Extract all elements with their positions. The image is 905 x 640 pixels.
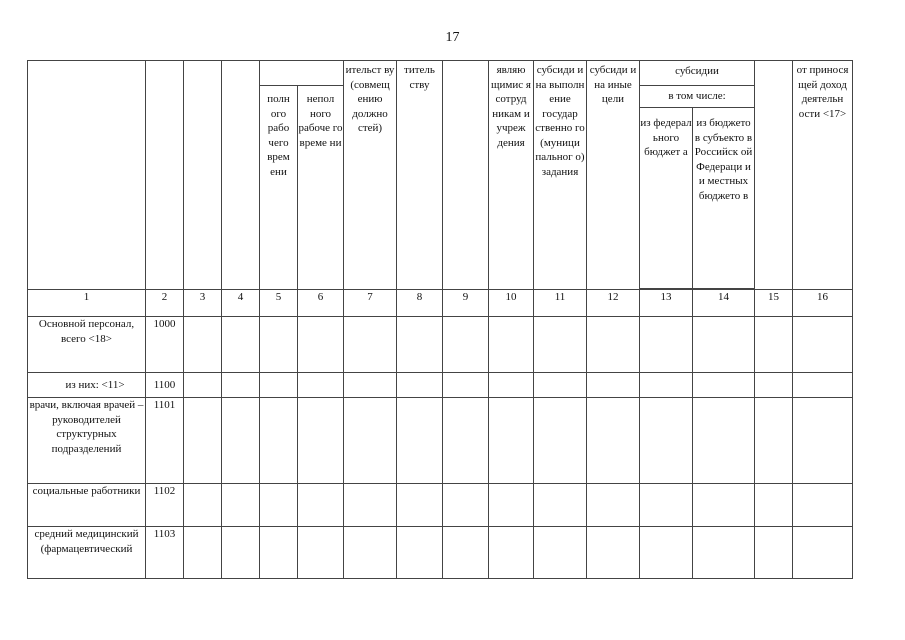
table-row — [28, 373, 853, 398]
header-group-subsidies: субсидии — [640, 61, 755, 86]
page-number: 17 — [445, 30, 460, 45]
data-cell[interactable] — [397, 484, 443, 527]
data-cell[interactable] — [693, 398, 755, 484]
data-cell[interactable] — [693, 527, 755, 579]
data-cell[interactable] — [397, 527, 443, 579]
data-cell[interactable] — [489, 317, 534, 373]
header-col8: титель ству — [397, 61, 443, 290]
header-cell-col3 — [184, 61, 222, 290]
data-cell[interactable] — [298, 398, 344, 484]
column-number: 16 — [793, 290, 853, 317]
data-cell[interactable] — [693, 373, 755, 398]
data-cell[interactable] — [587, 317, 640, 373]
data-cell[interactable] — [344, 527, 397, 579]
header-col11: субсиди и на выполн ение государ ственно го (муници пальног о) задания — [534, 61, 587, 290]
data-cell[interactable] — [344, 373, 397, 398]
header-cell-col15 — [755, 61, 793, 290]
header-col6: непол ного рабоче го време ни — [298, 86, 344, 290]
column-number: 5 — [260, 290, 298, 317]
data-cell[interactable] — [755, 527, 793, 579]
row-label: врачи, включая врачей – руководителей структурных подразделений — [28, 398, 146, 484]
data-cell[interactable] — [489, 484, 534, 527]
data-cell[interactable] — [489, 373, 534, 398]
header-subgroup-including: в том числе: — [640, 86, 755, 108]
data-cell[interactable] — [222, 484, 260, 527]
data-cell[interactable] — [443, 484, 489, 527]
column-number: 7 — [344, 290, 397, 317]
row-label: Основной персонал, всего <18> — [28, 317, 146, 373]
header-cell-col1 — [28, 61, 146, 290]
data-cell[interactable] — [260, 398, 298, 484]
column-number: 14 — [693, 290, 755, 317]
header-col16: от принося щей доход деятельн ости <17> — [793, 61, 853, 290]
header-col5: полн ого рабо чего врем ени — [260, 86, 298, 290]
data-cell[interactable] — [755, 317, 793, 373]
data-cell[interactable] — [397, 373, 443, 398]
data-cell[interactable] — [443, 373, 489, 398]
data-cell[interactable] — [534, 484, 587, 527]
data-cell[interactable] — [755, 484, 793, 527]
column-number: 9 — [443, 290, 489, 317]
header-col10: являю щимис я сотруд никам и учреж дения — [489, 61, 534, 290]
data-cell[interactable] — [397, 317, 443, 373]
data-cell[interactable] — [693, 317, 755, 373]
data-cell[interactable] — [443, 398, 489, 484]
data-cell[interactable] — [344, 398, 397, 484]
data-cell[interactable] — [184, 317, 222, 373]
column-number: 4 — [222, 290, 260, 317]
column-number: 3 — [184, 290, 222, 317]
table-row — [28, 527, 853, 579]
data-cell[interactable] — [793, 373, 853, 398]
data-cell[interactable] — [298, 317, 344, 373]
staff-salary-table — [27, 60, 853, 579]
data-cell[interactable] — [587, 527, 640, 579]
row-code: 1000 — [146, 317, 184, 373]
header-col13: из федерал ьного бюджет а — [640, 108, 693, 289]
data-cell[interactable] — [222, 527, 260, 579]
data-cell[interactable] — [344, 317, 397, 373]
data-cell[interactable] — [793, 317, 853, 373]
header-cell-col9 — [443, 61, 489, 290]
data-cell[interactable] — [184, 398, 222, 484]
data-cell[interactable] — [693, 484, 755, 527]
data-cell[interactable] — [534, 398, 587, 484]
data-cell[interactable] — [397, 398, 443, 484]
table-row — [28, 317, 853, 373]
data-cell[interactable] — [587, 398, 640, 484]
header-col7: ительст ву (совмещ ению должно стей) — [344, 61, 397, 290]
data-cell[interactable] — [793, 398, 853, 484]
column-number: 8 — [397, 290, 443, 317]
row-label: социальные работники — [28, 484, 146, 527]
column-number: 6 — [298, 290, 344, 317]
header-cell-col2 — [146, 61, 184, 290]
data-cell[interactable] — [793, 484, 853, 527]
data-cell[interactable] — [298, 484, 344, 527]
header-col12: субсиди и на иные цели — [587, 61, 640, 290]
data-cell[interactable] — [260, 373, 298, 398]
data-cell[interactable] — [298, 527, 344, 579]
header-group-col5-6 — [260, 61, 344, 86]
header-col14: из бюджето в субъекто в Российск ой Федераци и и местных бюджето в — [693, 108, 755, 289]
row-label: из них: <11> — [28, 373, 146, 398]
data-cell[interactable] — [793, 527, 853, 579]
data-cell[interactable] — [443, 527, 489, 579]
row-code: 1103 — [146, 527, 184, 579]
data-cell[interactable] — [260, 527, 298, 579]
data-cell[interactable] — [260, 484, 298, 527]
data-cell[interactable] — [640, 398, 693, 484]
column-number: 1 — [28, 290, 146, 317]
column-number: 13 — [640, 290, 693, 317]
data-cell[interactable] — [260, 317, 298, 373]
column-number-row — [28, 290, 853, 317]
data-cell[interactable] — [755, 398, 793, 484]
data-cell[interactable] — [640, 373, 693, 398]
column-number: 12 — [587, 290, 640, 317]
data-cell[interactable] — [222, 398, 260, 484]
row-code: 1100 — [146, 373, 184, 398]
row-label: средний медицинский (фармацевтический — [28, 527, 146, 579]
data-cell[interactable] — [184, 373, 222, 398]
table-row — [28, 398, 853, 484]
data-cell[interactable] — [489, 398, 534, 484]
data-cell[interactable] — [534, 317, 587, 373]
column-number: 10 — [489, 290, 534, 317]
data-cell[interactable] — [640, 527, 693, 579]
data-cell[interactable] — [489, 527, 534, 579]
data-cell[interactable] — [587, 373, 640, 398]
data-cell[interactable] — [755, 373, 793, 398]
data-cell[interactable] — [222, 373, 260, 398]
data-cell[interactable] — [443, 317, 489, 373]
data-cell[interactable] — [298, 373, 344, 398]
data-cell[interactable] — [534, 373, 587, 398]
header-cell-col4 — [222, 61, 260, 290]
column-number: 11 — [534, 290, 587, 317]
row-code: 1102 — [146, 484, 184, 527]
column-number: 15 — [755, 290, 793, 317]
table-row — [28, 484, 853, 527]
data-cell[interactable] — [222, 317, 260, 373]
data-cell[interactable] — [587, 484, 640, 527]
data-cell[interactable] — [640, 484, 693, 527]
data-cell[interactable] — [344, 484, 397, 527]
data-cell[interactable] — [184, 527, 222, 579]
column-number: 2 — [146, 290, 184, 317]
data-cell[interactable] — [534, 527, 587, 579]
data-cell[interactable] — [184, 484, 222, 527]
row-code: 1101 — [146, 398, 184, 484]
data-cell[interactable] — [640, 317, 693, 373]
